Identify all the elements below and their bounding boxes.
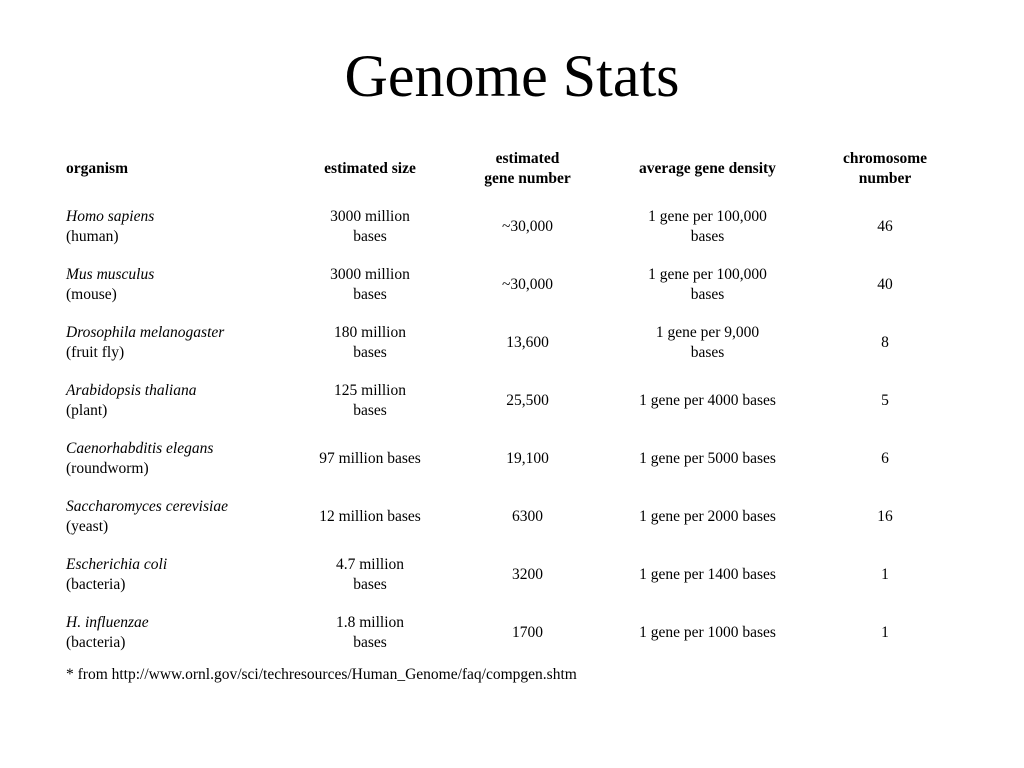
density-line1: 1 gene per 9,000: [655, 324, 760, 341]
chromosome-number: 8: [881, 334, 889, 351]
size-line1: 125 million: [334, 382, 406, 399]
gene-density-cell: [605, 604, 810, 662]
chromosome-number-cell: [810, 488, 960, 546]
gene-number: 19,100: [506, 450, 549, 467]
table-row: [55, 314, 960, 372]
gene-number: 3200: [512, 566, 543, 583]
organism-cell: [55, 314, 290, 372]
density-line1: 1 gene per 1400 bases: [639, 566, 776, 583]
gene-number: 1700: [512, 624, 543, 641]
estimated-size-cell: [290, 314, 450, 372]
header-chromosome-line2: number: [858, 170, 912, 187]
gene-number: 25,500: [506, 392, 549, 409]
chromosome-number-cell: [810, 372, 960, 430]
gene-number-cell: [450, 604, 605, 662]
density-line1: 1 gene per 100,000: [648, 208, 767, 225]
genome-stats-table: [55, 140, 960, 662]
density-line2: bases: [690, 286, 725, 303]
common-name: (bacteria): [66, 634, 126, 651]
gene-density-cell: [605, 546, 810, 604]
slide-title: Genome Stats: [344, 43, 680, 109]
size-line1: 3000 million: [330, 208, 410, 225]
gene-number: ~30,000: [501, 276, 553, 293]
header-gene-density: average gene density: [639, 160, 776, 177]
size-line2: bases: [353, 402, 387, 419]
table-row: [55, 430, 960, 488]
size-line2: bases: [353, 344, 387, 361]
gene-number: ~30,000: [501, 218, 553, 235]
scientific-name: Escherichia coli: [66, 556, 168, 573]
density-line2: bases: [690, 228, 725, 245]
footnote-source: * from http://www.ornl.gov/sci/techresources/Human_Genome/faq/compgen.shtm: [66, 666, 577, 683]
common-name: (roundworm): [66, 460, 149, 477]
chromosome-number-cell: [810, 430, 960, 488]
estimated-size-cell: [290, 256, 450, 314]
common-name: (yeast): [66, 518, 109, 535]
header-chromosome-line1: chromosome: [842, 150, 928, 167]
gene-density-cell: [605, 372, 810, 430]
chromosome-number: 5: [881, 392, 889, 409]
size-line1: 97 million bases: [319, 450, 421, 467]
density-line1: 1 gene per 4000 bases: [639, 392, 776, 409]
table-row: [55, 604, 960, 662]
gene-density-cell: [605, 198, 810, 256]
size-line2: bases: [353, 286, 387, 303]
gene-number-cell: [450, 256, 605, 314]
size-line1: 3000 million: [330, 266, 410, 283]
chromosome-number-cell: [810, 314, 960, 372]
gene-density-cell: [605, 430, 810, 488]
gene-density-cell: [605, 256, 810, 314]
chromosome-number-cell: [810, 198, 960, 256]
estimated-size-cell: [290, 430, 450, 488]
size-line1: 180 million: [334, 324, 406, 341]
size-line2: bases: [353, 228, 387, 245]
table-row: [55, 546, 960, 604]
chromosome-number: 6: [881, 450, 889, 467]
common-name: (plant): [66, 402, 108, 419]
table-row: [55, 372, 960, 430]
size-line1: 4.7 million: [335, 556, 405, 573]
header-organism: organism: [66, 160, 128, 177]
organism-cell: [55, 488, 290, 546]
organism-cell: [55, 604, 290, 662]
gene-number: 13,600: [506, 334, 549, 351]
common-name: (fruit fly): [66, 344, 125, 361]
size-line2: bases: [353, 634, 387, 651]
gene-number-cell: [450, 430, 605, 488]
estimated-size-cell: [290, 198, 450, 256]
organism-cell: [55, 198, 290, 256]
organism-cell: [55, 372, 290, 430]
density-line2: bases: [690, 344, 725, 361]
table-row: [55, 488, 960, 546]
scientific-name: H. influenzae: [66, 614, 149, 631]
chromosome-number: 46: [877, 218, 893, 235]
organism-cell: [55, 546, 290, 604]
table-row: [55, 256, 960, 314]
chromosome-number-cell: [810, 546, 960, 604]
gene-number-cell: [450, 488, 605, 546]
chromosome-number-cell: [810, 256, 960, 314]
size-line1: 1.8 million: [335, 614, 405, 631]
gene-density-cell: [605, 488, 810, 546]
header-gene-number-line2: gene number: [484, 170, 571, 187]
scientific-name: Homo sapiens: [66, 208, 155, 225]
scientific-name: Saccharomyces cerevisiae: [66, 498, 228, 515]
chromosome-number: 1: [881, 624, 889, 641]
gene-density-cell: [605, 314, 810, 372]
estimated-size-cell: [290, 546, 450, 604]
gene-number-cell: [450, 198, 605, 256]
scientific-name: Mus musculus: [66, 266, 155, 283]
header-gene-number-line1: estimated: [495, 150, 560, 167]
header-estimated-size: estimated size: [324, 160, 416, 177]
organism-cell: [55, 430, 290, 488]
density-line1: 1 gene per 5000 bases: [639, 450, 776, 467]
table-row: [55, 198, 960, 256]
scientific-name: Arabidopsis thaliana: [66, 382, 197, 399]
common-name: (mouse): [66, 286, 117, 303]
header-chromosome-number: [810, 140, 960, 198]
header-gene-number: [450, 140, 605, 198]
size-line2: bases: [353, 576, 387, 593]
density-line1: 1 gene per 1000 bases: [639, 624, 776, 641]
chromosome-number: 1: [881, 566, 889, 583]
density-line1: 1 gene per 2000 bases: [639, 508, 776, 525]
chromosome-number: 40: [877, 276, 893, 293]
chromosome-number: 16: [877, 508, 893, 525]
table-header-row: [55, 140, 960, 198]
organism-cell: [55, 256, 290, 314]
estimated-size-cell: [290, 604, 450, 662]
estimated-size-cell: [290, 488, 450, 546]
gene-number-cell: [450, 314, 605, 372]
common-name: (human): [66, 228, 119, 245]
scientific-name: Drosophila melanogaster: [66, 324, 225, 341]
table-body: [55, 198, 960, 662]
density-line1: 1 gene per 100,000: [648, 266, 767, 283]
chromosome-number-cell: [810, 604, 960, 662]
gene-number-cell: [450, 546, 605, 604]
gene-number-cell: [450, 372, 605, 430]
estimated-size-cell: [290, 372, 450, 430]
scientific-name: Caenorhabditis elegans: [66, 440, 214, 457]
common-name: (bacteria): [66, 576, 126, 593]
gene-number: 6300: [512, 508, 543, 525]
size-line1: 12 million bases: [319, 508, 421, 525]
